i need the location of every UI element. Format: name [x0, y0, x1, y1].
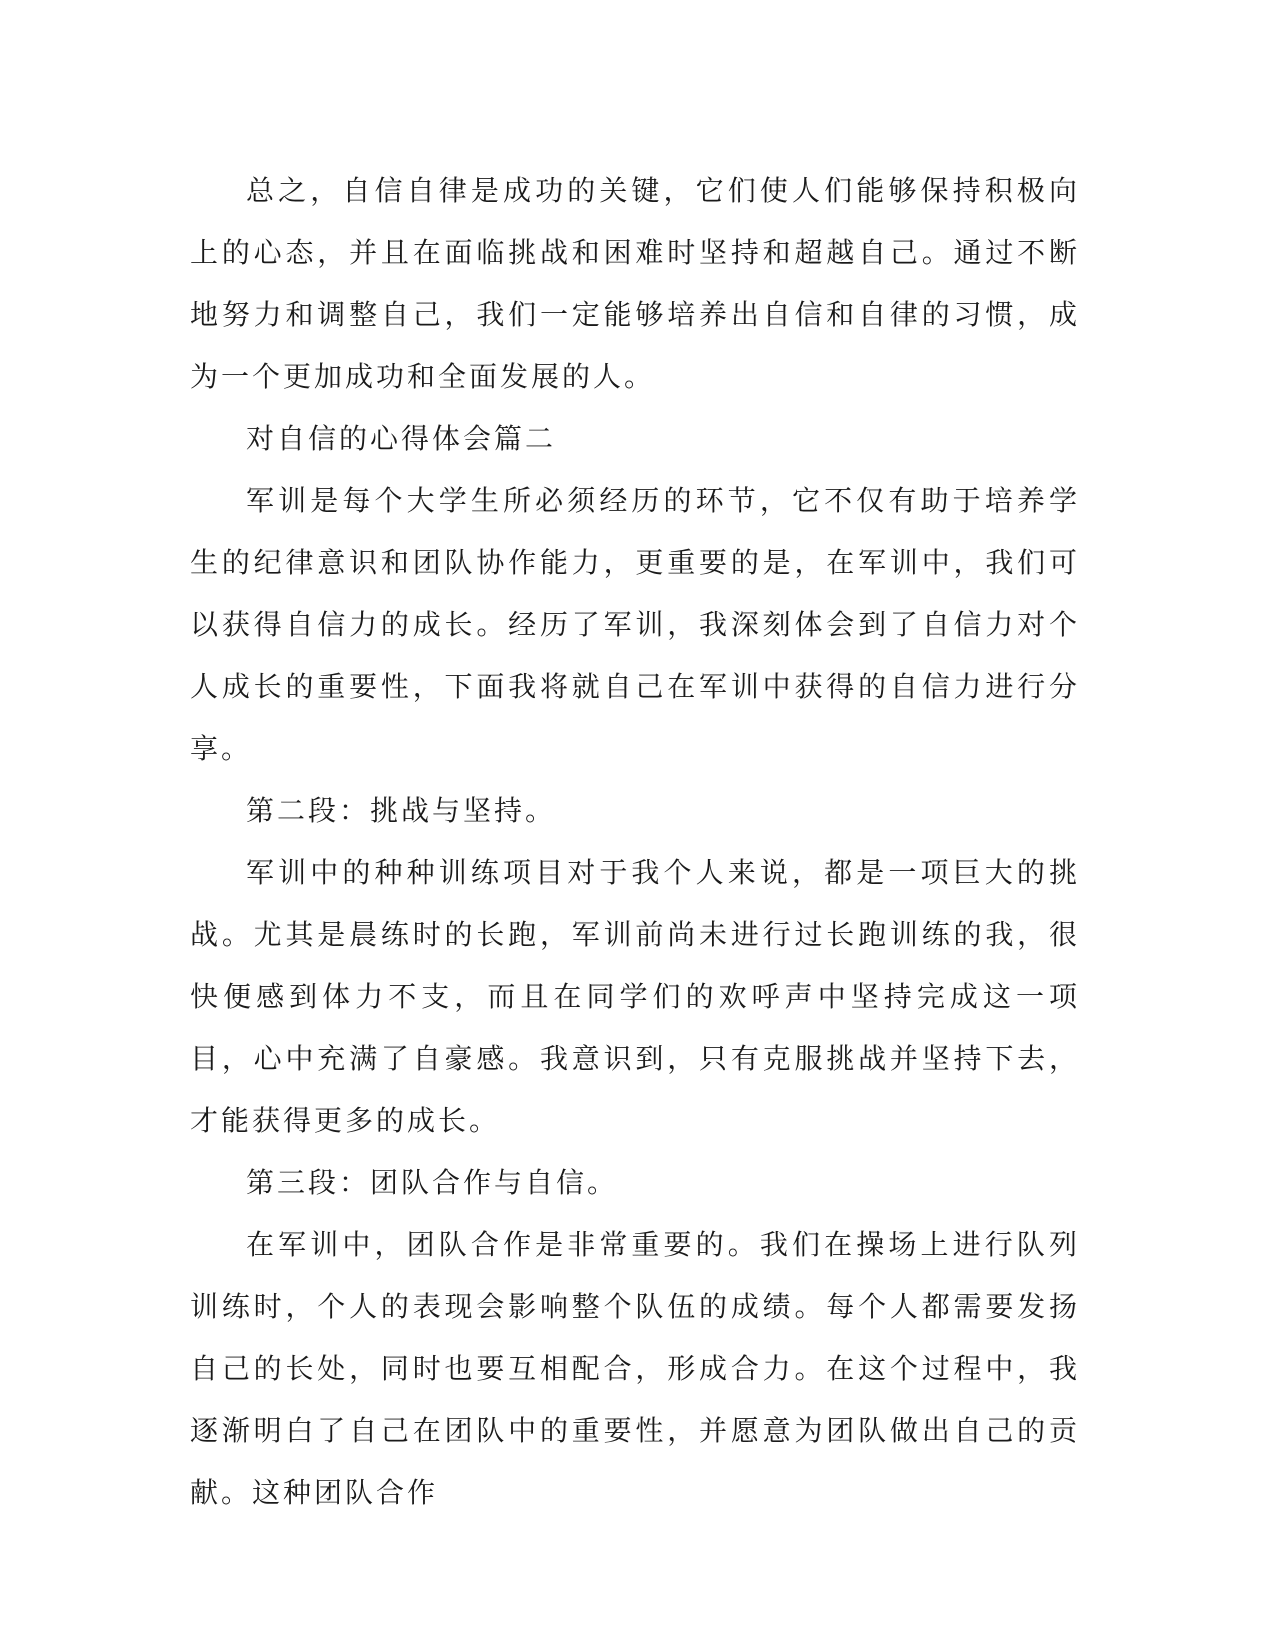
section-heading-2: 第二段：挑战与坚持。	[246, 794, 557, 827]
section-heading-3: 第三段：团队合作与自信。	[246, 1166, 619, 1199]
paragraph-teamwork: 在军训中，团队合作是非常重要的。我们在操场上进行队列训练时，个人的表现会影响整个队伍的成绩。每个人都需要发扬自己的长处，同时也要互相配合，形成合力。在这个过程中，我逐渐明白了自己在团队中的重要性，并愿意为团队做出自己的贡献。这种团队合作	[190, 1228, 1080, 1509]
paragraph-challenge: 军训中的种种训练项目对于我个人来说，都是一项巨大的挑战。尤其是晨练时的长跑，军训前尚未进行过长跑训练的我，很快便感到体力不支，而且在同学们的欢呼声中坚持完成这一项目，心中充满了自豪感。我意识到，只有克服挑战并坚持下去，才能获得更多的成长。	[190, 856, 1080, 1137]
section-title: 对自信的心得体会篇二	[246, 422, 557, 455]
document-body	[190, 160, 1080, 1524]
paragraph-conclusion: 总之，自信自律是成功的关键，它们使人们能够保持积极向上的心态，并且在面临挑战和困难时坚持和超越自己。通过不断地努力和调整自己，我们一定能够培养出自信和自律的习惯，成为一个更加成功和全面发展的人。	[190, 174, 1080, 393]
paragraph-intro: 军训是每个大学生所必须经历的环节，它不仅有助于培养学生的纪律意识和团队协作能力，更重要的是，在军训中，我们可以获得自信力的成长。经历了军训，我深刻体会到了自信力对个人成长的重要性，下面我将就自己在军训中获得的自信力进行分享。	[190, 484, 1080, 765]
